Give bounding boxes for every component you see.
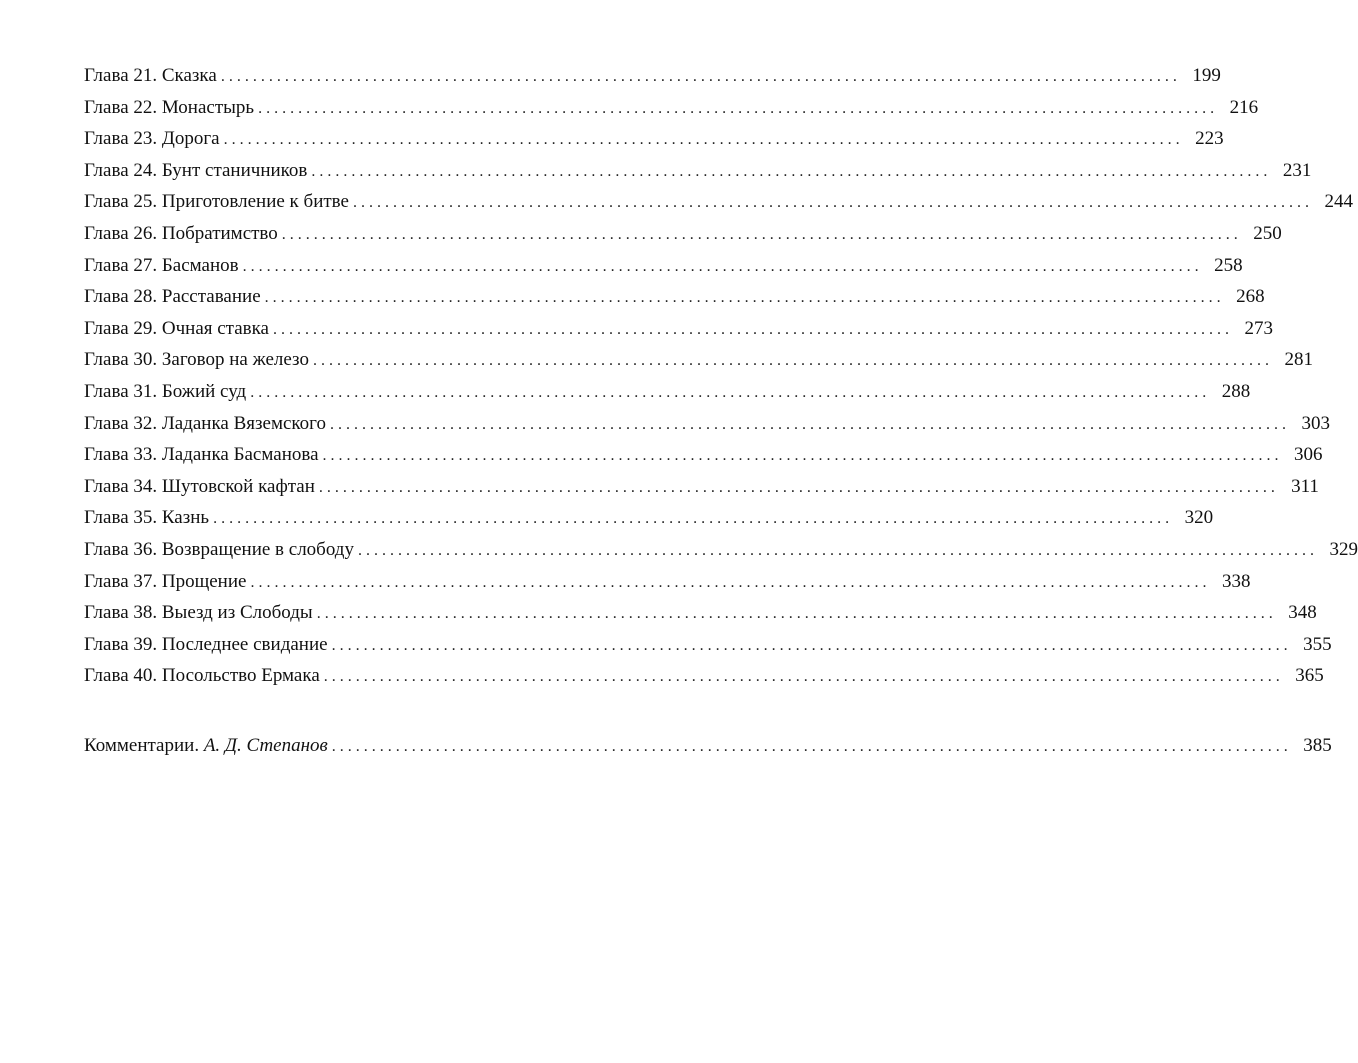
- toc-entry: [84, 313, 1273, 345]
- toc-entry-title: Глава 35. Казнь: [84, 507, 210, 529]
- toc-entry: [84, 408, 1330, 440]
- toc-entry: [84, 92, 1259, 124]
- toc-entry: [84, 660, 1324, 692]
- toc-entry-title: Глава 36. Возвращение в слободу: [84, 538, 354, 560]
- toc-leader-dots: ........................................................................................................................: [281, 225, 1242, 243]
- toc-entry: [84, 597, 1317, 629]
- toc-entry: [84, 376, 1251, 408]
- toc-leader-dots: ........................................................................................................................: [264, 289, 1225, 307]
- toc-entry: [84, 471, 1319, 503]
- toc-list: [84, 60, 1358, 692]
- toc-entry: [84, 123, 1224, 155]
- toc-entry: [84, 344, 1313, 376]
- toc-entry-page: 268: [1236, 286, 1265, 308]
- toc-leader-dots: ........................................................................................................................: [223, 131, 1184, 149]
- toc-leader-dots: ........................................................................................................................: [322, 447, 1283, 465]
- toc-leader-dots: ........................................................................................................................: [242, 257, 1203, 275]
- toc-leader-dots: ........................................................................................................................: [220, 68, 1181, 85]
- toc-leader-dots: ........................................................................................................................: [213, 510, 1174, 528]
- toc-entry-title: Глава 37. Прощение: [84, 570, 247, 592]
- toc-leader-dots: ........................................................................................................................: [329, 415, 1290, 433]
- toc-entry-title: Глава 21. Сказка: [84, 65, 217, 86]
- toc-entry-title: Глава 22. Монастырь: [84, 96, 255, 118]
- toc-entry-page: 199: [1192, 65, 1221, 86]
- toc-leader-dots: ........................................................................................................................: [323, 668, 1284, 686]
- toc-entry: [84, 534, 1358, 566]
- toc-entry-title: Глава 30. Заговор на железо: [84, 349, 309, 371]
- toc-entry-page: 223: [1195, 128, 1224, 150]
- toc-leader-dots: ........................................................................................................................: [312, 352, 1273, 370]
- toc-entry-page: 231: [1282, 159, 1312, 181]
- toc-entry-page: 311: [1291, 475, 1319, 497]
- toc-commentary-entry: [84, 730, 1332, 762]
- toc-entry-title: Глава 31. Божий суд: [84, 380, 247, 402]
- toc-entry-title: Глава 27. Басманов: [84, 254, 239, 276]
- toc-entry-title: Глава 39. Последнее свидание: [84, 633, 328, 655]
- toc-entry: [84, 186, 1353, 218]
- table-of-contents: [84, 60, 1358, 761]
- toc-entry-title: Глава 29. Очная ставка: [84, 317, 269, 339]
- toc-leader-dots: ........................................................................................................................: [250, 383, 1211, 401]
- toc-entry-page: 365: [1295, 665, 1324, 687]
- toc-entry: [84, 250, 1243, 282]
- commentary-label: Комментарии.: [84, 734, 200, 756]
- toc-entry-page: 258: [1214, 254, 1243, 276]
- toc-entry-title: Глава 23. Дорога: [84, 128, 220, 150]
- toc-entry-title: Глава 32. Ладанка Вяземского: [84, 412, 326, 434]
- toc-entry: [84, 218, 1282, 250]
- toc-entry: [84, 629, 1332, 661]
- toc-entry-title: Глава 38. Выезд из Слободы: [84, 602, 313, 624]
- toc-entry-title: Глава 24. Бунт станичников: [84, 159, 308, 181]
- toc-commentary-title: [84, 730, 332, 762]
- toc-leader-dots: ........................................................................................................................: [316, 605, 1277, 623]
- toc-entry-page: 355: [1303, 633, 1332, 655]
- toc-leader-dots: ........................................................................................................................: [250, 573, 1211, 591]
- toc-entry-title: Глава 40. Посольство Ермака: [84, 665, 320, 687]
- toc-leader-dots: ........................................................................................................................: [318, 478, 1279, 496]
- toc-leader-dots: ........................................................................................................................: [352, 194, 1313, 212]
- toc-leader-dots: ........................................................................................................................: [258, 99, 1219, 117]
- toc-entry-page: 338: [1221, 570, 1251, 592]
- toc-entry: [84, 60, 1221, 92]
- toc-entry: [84, 281, 1265, 313]
- toc-entry-page: 306: [1294, 444, 1323, 466]
- toc-commentary-page: 385: [1303, 734, 1332, 756]
- toc-entry-title: Глава 25. Приготовление к битве: [84, 191, 349, 213]
- toc-entry-title: Глава 34. Шутовской кафтан: [84, 475, 315, 497]
- toc-leader-dots: ........................................................................................................................: [273, 320, 1233, 338]
- toc-entry-page: 320: [1184, 507, 1214, 529]
- toc-leader-dots: ........................................................................................................................: [331, 636, 1292, 654]
- toc-entry-page: 303: [1301, 412, 1330, 434]
- toc-leader-dots: ........................................................................................................................: [311, 162, 1272, 180]
- toc-entry-page: 273: [1244, 317, 1273, 339]
- toc-entry: [84, 439, 1323, 471]
- toc-entry-page: 348: [1288, 602, 1317, 624]
- toc-entry-title: Глава 33. Ладанка Басманова: [84, 444, 319, 466]
- toc-entry-page: 329: [1329, 538, 1358, 560]
- toc-entry-title: Глава 28. Расставание: [84, 286, 261, 308]
- toc-entry-page: 250: [1253, 222, 1282, 244]
- toc-entry-page: 216: [1229, 96, 1259, 118]
- toc-leader-dots: ........................................................................................................................: [331, 737, 1292, 755]
- toc-entry: [84, 502, 1214, 534]
- toc-entry: [84, 566, 1251, 598]
- toc-leader-dots: ........................................................................................................................: [357, 541, 1318, 559]
- toc-entry-title: Глава 26. Побратимство: [84, 222, 278, 244]
- toc-entry-page: 288: [1221, 380, 1251, 402]
- toc-entry-page: 281: [1284, 349, 1313, 371]
- toc-entry: [84, 155, 1312, 187]
- toc-entry-page: 244: [1324, 191, 1353, 213]
- commentary-author: А. Д. Степанов: [203, 734, 328, 756]
